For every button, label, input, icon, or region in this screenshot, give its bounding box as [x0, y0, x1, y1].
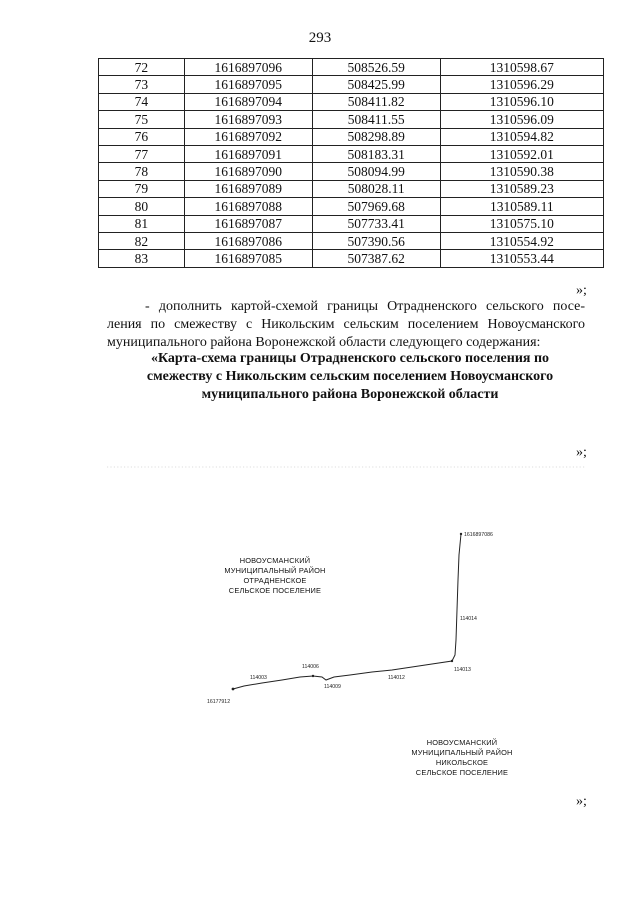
- paragraph-line-3: муниципального района Воронежской области следующего содержания:: [107, 335, 541, 350]
- x-coordinate-cell: 508094.99: [312, 163, 440, 180]
- y-coordinate-cell: 1310592.01: [440, 145, 603, 162]
- cadastral-id-cell: 1616897091: [184, 145, 312, 162]
- paragraph-line-1: - дополнить картой-схемой границы Отрадненского сельского посе-: [145, 299, 585, 314]
- point-number-cell: 82: [99, 232, 185, 249]
- point-label-end: 1616897086: [464, 532, 493, 538]
- map-title-line-3: муниципального района Воронежской области: [201, 387, 499, 402]
- upper-label-line-2: МУНИЦИПАЛЬНЫЙ РАЙОН: [224, 566, 326, 575]
- boundary-point-start: [232, 688, 235, 691]
- point-label-f: 114014: [460, 616, 477, 622]
- y-coordinate-cell: 1310589.23: [440, 180, 603, 197]
- x-coordinate-cell: 508028.11: [312, 180, 440, 197]
- lower-area-label: [392, 738, 532, 778]
- point-label-a: 114003: [250, 675, 267, 681]
- y-coordinate-cell: 1310596.10: [440, 93, 603, 110]
- y-coordinate-cell: 1310598.67: [440, 59, 603, 76]
- point-number-cell: 81: [99, 215, 185, 232]
- x-coordinate-cell: 507387.62: [312, 250, 440, 267]
- point-number-cell: 78: [99, 163, 185, 180]
- map-open-quote: »;: [576, 445, 587, 460]
- y-coordinate-cell: 1310594.82: [440, 128, 603, 145]
- point-number-cell: 79: [99, 180, 185, 197]
- cadastral-id-cell: 1616897086: [184, 232, 312, 249]
- point-number-cell: 76: [99, 128, 185, 145]
- x-coordinate-cell: 508183.31: [312, 145, 440, 162]
- boundary-point-b: [312, 675, 314, 677]
- y-coordinate-cell: 1310590.38: [440, 163, 603, 180]
- cadastral-id-cell: 1616897092: [184, 128, 312, 145]
- x-coordinate-cell: 507733.41: [312, 215, 440, 232]
- upper-label-line-3: ОТРАДНЕНСКОЕ: [243, 576, 307, 585]
- y-coordinate-cell: 1310553.44: [440, 250, 603, 267]
- y-coordinate-cell: 1310596.29: [440, 76, 603, 93]
- point-number-cell: 83: [99, 250, 185, 267]
- point-number-cell: 74: [99, 93, 185, 110]
- point-label-start: 16177912: [207, 699, 231, 705]
- cadastral-id-cell: 1616897093: [184, 111, 312, 128]
- page-number: 293: [308, 30, 332, 46]
- cadastral-id-cell: 1616897095: [184, 76, 312, 93]
- cadastral-id-cell: 1616897085: [184, 250, 312, 267]
- final-close-quote: »;: [576, 794, 587, 809]
- lower-label-line-1: НОВОУСМАНСКИЙ: [426, 738, 498, 747]
- cadastral-id-cell: 1616897094: [184, 93, 312, 110]
- x-coordinate-cell: 508526.59: [312, 59, 440, 76]
- point-label-c: 114009: [324, 684, 341, 690]
- upper-area-label: [210, 556, 340, 596]
- upper-label-line-1: НОВОУСМАНСКИЙ: [239, 556, 311, 565]
- paragraph-line-2: ления по смежеству с Никольским сельским поселением Новоусманского: [107, 317, 585, 332]
- point-number-cell: 73: [99, 76, 185, 93]
- cadastral-id-cell: 1616897089: [184, 180, 312, 197]
- lower-label-line-3: НИКОЛЬСКОЕ: [435, 758, 489, 767]
- x-coordinate-cell: 508411.82: [312, 93, 440, 110]
- point-number-cell: 77: [99, 145, 185, 162]
- x-coordinate-cell: 508411.55: [312, 111, 440, 128]
- point-label-b: 114006: [302, 664, 319, 670]
- x-coordinate-cell: 507969.68: [312, 198, 440, 215]
- y-coordinate-cell: 1310554.92: [440, 232, 603, 249]
- map-title-line-2: смежеству с Никольским сельским поселением Новоусманского: [146, 369, 554, 384]
- x-coordinate-cell: 507390.56: [312, 232, 440, 249]
- y-coordinate-cell: 1310596.09: [440, 111, 603, 128]
- cadastral-id-cell: 1616897090: [184, 163, 312, 180]
- boundary-point-e: [451, 660, 453, 662]
- point-number-cell: 80: [99, 198, 185, 215]
- point-label-e: 114013: [454, 667, 471, 673]
- y-coordinate-cell: 1310575.10: [440, 215, 603, 232]
- lower-label-line-2: МУНИЦИПАЛЬНЫЙ РАЙОН: [411, 748, 513, 757]
- upper-label-line-4: СЕЛЬСКОЕ ПОСЕЛЕНИЕ: [228, 586, 322, 595]
- point-number-cell: 75: [99, 111, 185, 128]
- point-label-d: 114012: [388, 675, 405, 681]
- x-coordinate-cell: 508298.89: [312, 128, 440, 145]
- map-title-line-1: «Карта-схема границы Отрадненского сельского поселения по: [150, 351, 550, 366]
- x-coordinate-cell: 508425.99: [312, 76, 440, 93]
- point-number-cell: 72: [99, 59, 185, 76]
- lower-label-line-4: СЕЛЬСКОЕ ПОСЕЛЕНИЕ: [415, 768, 509, 777]
- cadastral-id-cell: 1616897088: [184, 198, 312, 215]
- cadastral-id-cell: 1616897096: [184, 59, 312, 76]
- y-coordinate-cell: 1310589.11: [440, 198, 603, 215]
- boundary-point-end: [460, 533, 462, 535]
- table-close-quote: »;: [576, 283, 587, 298]
- cadastral-id-cell: 1616897087: [184, 215, 312, 232]
